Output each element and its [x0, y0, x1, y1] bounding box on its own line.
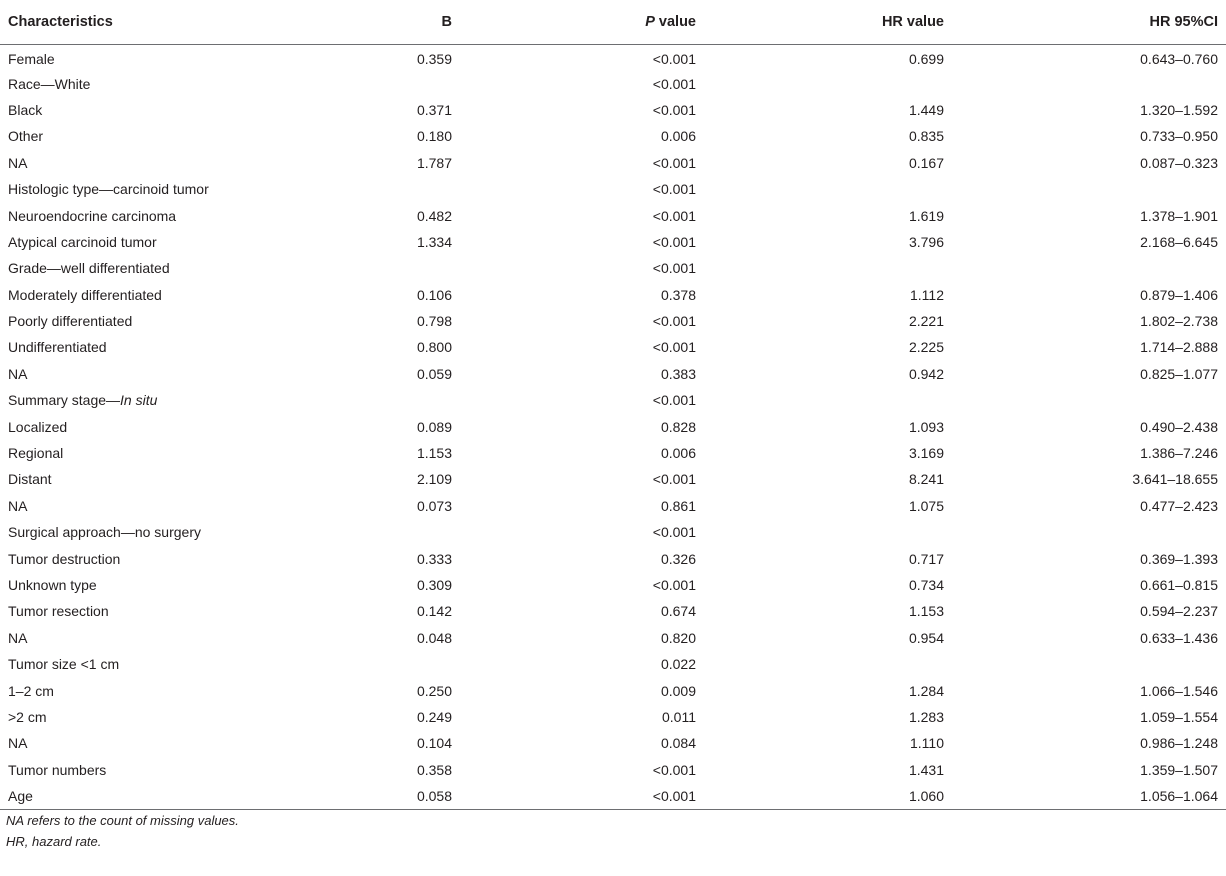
cell-p-value: 0.009 [660, 682, 696, 699]
cell-hr-ci: 1.059–1.554 [1140, 708, 1218, 725]
cell-p-value: <0.001 [652, 577, 696, 593]
cell-b: 1.153 [416, 445, 452, 462]
cell-hr-value: 0.942 [908, 365, 944, 382]
cell-b [286, 255, 460, 281]
cell-b: 0.371 [416, 101, 452, 118]
cell-p-value: <0.001 [652, 207, 696, 224]
table-row [0, 493, 1226, 519]
cell-p-value: 0.006 [660, 128, 696, 145]
cell-characteristic [0, 44, 286, 70]
cell-hr-value: 8.241 [908, 471, 944, 488]
cell-b [286, 387, 460, 413]
table-row [0, 176, 1226, 202]
characteristic-label: NA [8, 497, 28, 514]
cell-hr-ci: 3.641–18.655 [1132, 471, 1218, 488]
cell-hr-ci: 0.633–1.436 [1140, 629, 1218, 646]
characteristic-label: Surgical approach—no surgery [8, 524, 201, 541]
characteristic-label: Other [8, 128, 44, 145]
cell-hr-ci: 1.378–1.901 [1140, 207, 1218, 224]
table-header [0, 0, 1226, 44]
characteristic-label: Age [8, 787, 33, 804]
cell-b [286, 70, 460, 96]
cell-hr-value: 0.835 [908, 128, 944, 145]
characteristic-label: Localized [8, 418, 68, 435]
cell-hr-ci: 0.087–0.323 [1140, 154, 1218, 171]
cell-b: 0.058 [286, 783, 460, 809]
cell-hr-ci: 0.643–0.760 [1140, 51, 1218, 68]
cell-p-value: <0.001 [652, 260, 696, 277]
table-row [0, 361, 1226, 387]
cell-characteristic [0, 493, 286, 519]
cell-p-value: <0.001 [652, 233, 696, 250]
cell-characteristic [0, 783, 286, 809]
characteristic-label: 1–2 cm [8, 682, 54, 699]
cell-characteristic [0, 70, 286, 96]
cell-b: 0.250 [416, 682, 452, 699]
cell-b: 1.787 [416, 154, 452, 171]
cell-characteristic [0, 229, 286, 255]
characteristic-label: Tumor resection [8, 603, 109, 620]
cell-hr-value: 1.431 [908, 761, 944, 778]
characteristic-label: Female [8, 51, 55, 68]
cell-b: 0.104 [416, 735, 452, 752]
cell-characteristic [0, 466, 286, 492]
cell-characteristic [0, 361, 286, 387]
table-row [0, 466, 1226, 492]
table-row [0, 334, 1226, 360]
cell-p-value: <0.001 [652, 761, 696, 778]
cell-hr-value: 0.167 [908, 154, 944, 171]
characteristic-label: NA [8, 629, 28, 646]
cell-characteristic [0, 545, 286, 571]
characteristic-label: Neuroendocrine carcinoma [8, 207, 177, 224]
cell-b: 1.334 [416, 233, 452, 250]
cell-hr-value: 2.225 [908, 339, 944, 356]
cell-b: 0.358 [416, 761, 452, 778]
cell-hr-ci: 1.066–1.546 [1140, 682, 1218, 699]
cell-b: 2.109 [416, 471, 452, 488]
table-row [0, 730, 1226, 756]
cell-b: 0.309 [416, 577, 452, 593]
cell-hr-value: 0.717 [908, 550, 944, 567]
cell-characteristic [0, 282, 286, 308]
cell-b: 0.333 [416, 550, 452, 567]
cell-b: 0.048 [416, 629, 452, 646]
cell-characteristic [0, 123, 286, 149]
cell-p-value: 0.011 [662, 708, 696, 725]
cell-b [286, 519, 460, 545]
cell-p-value: <0.001 [652, 154, 696, 171]
table-row [0, 255, 1226, 281]
cell-hr-ci [952, 70, 1226, 96]
table-row [0, 757, 1226, 783]
cell-hr-value [704, 70, 952, 96]
footnote-na: NA refers to the count of missing values. [6, 813, 239, 828]
cell-characteristic [0, 334, 286, 360]
cell-hr-value: 3.169 [908, 445, 944, 462]
table-row [0, 97, 1226, 123]
header-hr-value: HR value [704, 0, 952, 44]
characteristic-label: Atypical carcinoid tumor [8, 233, 157, 250]
cell-p-value: <0.001 [652, 392, 696, 409]
cell-b: 0.089 [416, 418, 452, 435]
characteristic-label: Black [8, 101, 43, 118]
characteristic-label-italic: In situ [120, 392, 158, 409]
table-row [0, 704, 1226, 730]
header-p-rest: value [654, 13, 696, 30]
table-row [0, 150, 1226, 176]
cell-hr-value [704, 651, 952, 677]
cell-hr-value [704, 519, 952, 545]
characteristic-label: Race—White [8, 75, 91, 92]
cell-hr-value: 1.153 [908, 603, 944, 620]
cell-hr-ci: 1.056–1.064 [952, 783, 1226, 809]
cell-p-value: 0.378 [660, 286, 696, 303]
cell-p-value: 0.084 [660, 735, 696, 752]
cell-b: 0.482 [416, 207, 452, 224]
cell-characteristic [0, 572, 286, 598]
table-row [0, 123, 1226, 149]
characteristic-label: >2 cm [8, 708, 47, 725]
characteristic-label: Grade—well differentiated [8, 260, 170, 277]
cell-hr-ci: 0.986–1.248 [1140, 735, 1218, 752]
cell-characteristic [0, 413, 286, 439]
cell-hr-value [704, 255, 952, 281]
cell-p-value: 0.674 [660, 603, 696, 620]
characteristic-label: Undifferentiated [8, 339, 107, 356]
characteristic-label: Distant [8, 471, 52, 488]
table-row [0, 519, 1226, 545]
header-characteristics: Characteristics [0, 0, 286, 44]
table-row [0, 625, 1226, 651]
cell-hr-value: 2.221 [908, 313, 944, 330]
cell-b: 0.359 [416, 51, 452, 68]
cell-hr-ci: 1.320–1.592 [1140, 101, 1218, 118]
cell-hr-ci: 1.714–2.888 [1140, 339, 1218, 356]
characteristic-label: NA [8, 735, 28, 752]
characteristic-label: Moderately differentiated [8, 286, 162, 303]
cell-characteristic [0, 757, 286, 783]
cell-hr-ci [952, 255, 1226, 281]
cell-hr-value: 1.449 [908, 101, 944, 118]
cell-p-value: 0.383 [660, 365, 696, 382]
cell-characteristic [0, 97, 286, 123]
cell-characteristic [0, 308, 286, 334]
cell-b: 0.249 [416, 708, 452, 725]
cell-p-value: 0.820 [660, 629, 696, 646]
characteristic-label: NA [8, 154, 28, 171]
cell-b: 0.073 [416, 497, 452, 514]
cell-p-value: <0.001 [652, 51, 696, 68]
characteristic-label: Tumor size <1 cm [8, 656, 120, 673]
cell-hr-ci: 1.802–2.738 [1140, 313, 1218, 330]
table-row [0, 229, 1226, 255]
cell-hr-value: 3.796 [908, 233, 944, 250]
cell-b: 0.798 [416, 313, 452, 330]
table-row [0, 651, 1226, 677]
cell-p-value: <0.001 [460, 783, 704, 809]
table-row [0, 308, 1226, 334]
characteristic-label: Histologic type—carcinoid tumor [8, 181, 209, 198]
table-row [0, 598, 1226, 624]
cell-characteristic [0, 651, 286, 677]
cell-characteristic [0, 202, 286, 228]
cell-hr-ci: 0.594–2.237 [1140, 603, 1218, 620]
cell-characteristic [0, 677, 286, 703]
cell-hr-value: 1.093 [908, 418, 944, 435]
cell-p-value: 0.022 [660, 656, 696, 673]
cell-hr-value: 1.110 [910, 735, 944, 752]
cell-hr-value: 0.734 [908, 577, 944, 593]
cell-hr-ci: 1.386–7.246 [1140, 445, 1218, 462]
cell-hr-value: 1.075 [908, 497, 944, 514]
cell-hr-ci: 0.369–1.393 [1140, 550, 1218, 567]
cell-characteristic [0, 255, 286, 281]
cell-b [286, 651, 460, 677]
cell-p-value: <0.001 [652, 524, 696, 541]
cell-hr-value: 0.699 [908, 51, 944, 68]
cell-hr-ci [952, 176, 1226, 202]
cell-hr-ci: 0.879–1.406 [1140, 286, 1218, 303]
cell-p-value: <0.001 [652, 75, 696, 92]
table-row [0, 387, 1226, 413]
cell-hr-value: 1.283 [908, 708, 944, 725]
table-row [0, 783, 1226, 809]
footnote-hr: HR, hazard rate. [6, 834, 102, 849]
header-p-value [460, 0, 704, 44]
cell-b: 0.059 [416, 365, 452, 382]
cell-characteristic [0, 440, 286, 466]
table-footnotes [6, 810, 239, 852]
table-body [0, 44, 1226, 809]
cell-characteristic [0, 150, 286, 176]
cell-characteristic [0, 730, 286, 756]
cell-hr-ci: 0.825–1.077 [1140, 365, 1218, 382]
cell-hr-value [704, 176, 952, 202]
cell-hr-ci [952, 387, 1226, 413]
characteristic-label: Tumor destruction [8, 550, 121, 567]
cell-characteristic [0, 704, 286, 730]
cell-characteristic [0, 176, 286, 202]
cell-hr-value: 1.284 [908, 682, 944, 699]
cell-b: 0.142 [416, 603, 452, 620]
cell-hr-ci [952, 519, 1226, 545]
cell-hr-ci: 1.359–1.507 [1140, 761, 1218, 778]
cell-characteristic [0, 598, 286, 624]
characteristic-label: Summary stage— [8, 392, 121, 409]
characteristic-label: Tumor numbers [8, 761, 107, 778]
table-row [0, 282, 1226, 308]
cell-b [286, 176, 460, 202]
cell-p-value: <0.001 [652, 471, 696, 488]
table-row [0, 413, 1226, 439]
header-row [0, 0, 1226, 44]
cell-hr-ci: 2.168–6.645 [1140, 233, 1218, 250]
cell-b: 0.106 [416, 286, 452, 303]
cell-p-value: <0.001 [652, 339, 696, 356]
table-row [0, 70, 1226, 96]
cell-b: 0.180 [416, 128, 452, 145]
table-row [0, 440, 1226, 466]
cell-hr-value: 1.060 [704, 783, 952, 809]
cell-hr-value: 1.619 [908, 207, 944, 224]
characteristic-label: NA [8, 365, 28, 382]
table-row [0, 572, 1226, 598]
cell-hr-value [704, 387, 952, 413]
header-p-italic: P [645, 13, 655, 30]
cell-hr-value: 1.112 [910, 286, 944, 303]
cell-p-value: <0.001 [652, 181, 696, 198]
cell-p-value: <0.001 [652, 313, 696, 330]
cell-hr-value: 0.954 [908, 629, 944, 646]
cell-hr-ci: 0.490–2.438 [1140, 418, 1218, 435]
cell-hr-ci: 0.733–0.950 [1140, 128, 1218, 145]
table-row [0, 677, 1226, 703]
header-hr-ci: HR 95%CI [952, 0, 1226, 44]
cell-b: 0.800 [416, 339, 452, 356]
table-row [0, 545, 1226, 571]
cell-characteristic [0, 387, 286, 413]
characteristic-label: Unknown type [8, 577, 97, 593]
characteristic-label: Regional [8, 445, 64, 462]
cell-p-value: <0.001 [652, 101, 696, 118]
cell-characteristic [0, 625, 286, 651]
table-row [0, 44, 1226, 70]
characteristic-label: Poorly differentiated [8, 313, 133, 330]
cell-hr-ci [952, 651, 1226, 677]
header-b: B [286, 0, 460, 44]
cell-p-value: 0.861 [660, 497, 696, 514]
cell-p-value: 0.326 [660, 550, 696, 567]
cell-p-value: 0.828 [660, 418, 696, 435]
cell-p-value: 0.006 [660, 445, 696, 462]
cell-hr-ci: 0.477–2.423 [1140, 497, 1218, 514]
cell-hr-ci: 0.661–0.815 [1140, 577, 1218, 593]
table-row [0, 202, 1226, 228]
cell-characteristic [0, 519, 286, 545]
